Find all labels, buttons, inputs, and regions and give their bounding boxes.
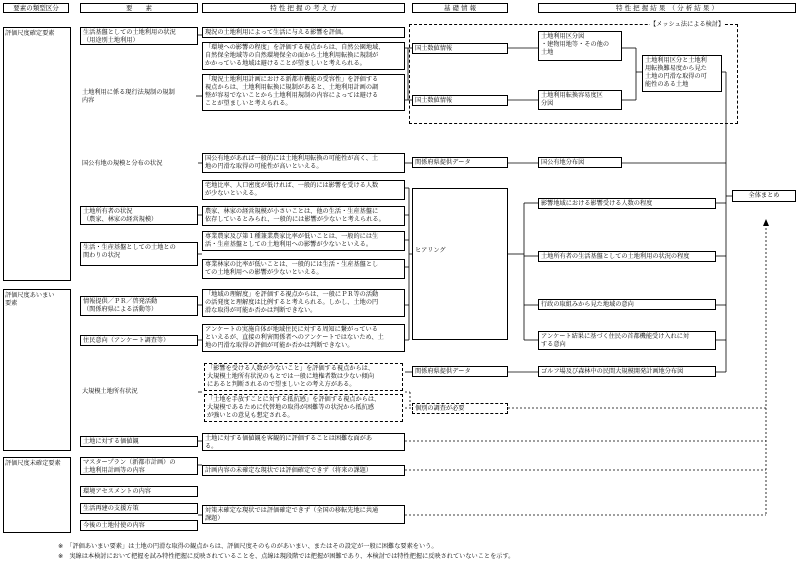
approach-public-land: 国公有地があれば一般的には土地利用転換の可能性が高く、土 地の円滑な取得の可能性が高いといえる。 — [202, 153, 405, 173]
header-result: 特 性 把 握 結 果 （ 分 析 結 果 ） — [538, 3, 796, 13]
approach-few-affected: 「影響を受ける人数が少ないこと」を評価する視点からは、 大規模土地所有状況のもとでは一般に地権者数は少ない傾向 にあると判断されるので望ましいとの考え方がある。 — [204, 363, 403, 391]
approach-farm-scale: 農家、林家の経営規模が小さいことは、他の生活・生産基盤に 依存しているとみられ、一般的には影響が少ないと考えられる。 — [202, 206, 405, 226]
basic-info-prefecture-2: 関係府県提供データ — [412, 366, 508, 377]
result-land-use-map: 土地利用区分図 ・建物用地等・その他の 土地 — [538, 31, 622, 61]
approach-livelihood: 対策未確定な現状では評価確定できず（全国の移転先地に共通 課題） — [202, 505, 405, 524]
mesh-method-label: 【メッシュ法による検討】 — [650, 21, 725, 28]
element-land-values: 土地に対する価値観 — [80, 436, 198, 447]
result-overall-summary: 全体まとめ — [732, 190, 796, 202]
result-individual-survey: 個別の調査が必要 — [412, 403, 508, 414]
element-env-assessment: 環境アセスメントの内容 — [80, 486, 198, 497]
basic-info-hearing: ヒアリング — [412, 188, 508, 340]
footnote-lines: ※ 実線は本検討において把握を試み特性把握に反映されていることを、点線は現段階では把握が困難であり、本検討では特性把握に反映されていないことを示す。 — [58, 553, 515, 560]
element-livelihood-support: 生活再建の支援方策 — [80, 503, 198, 514]
basic-info-prefecture-1: 関係府県提供データ — [412, 157, 508, 168]
header-basic-info: 基 礎 情 報 — [412, 3, 508, 13]
approach-resistance: 「土地を手放すことに対する抵抗感」を評価する視点からは、 大規模であるために代替地の取得が困難等の状況から抵抗感 が強いとの意見も想定される。 — [204, 394, 403, 422]
element-future-land-use: 今後の土地付使の内容 — [80, 520, 198, 531]
approach-land-values: 土地に対する価値観を客観的に評価することは困難な面があ る。 — [202, 433, 405, 451]
category-group-ambiguous — [3, 289, 71, 451]
approach-farm-ratio: 専業農家及び第１種兼業農家比率が低いことは、一般的には生 活・生産基盤としての土地利用への影響が少ないといえる。 — [202, 231, 405, 251]
approach-survey: アンケートの実施自体が地域住民に対する周知に繋がっている といえるが、直接の利害関係者へのアンケートではないため、土 地の円滑な取得の評価が可能か否かは判断できない。 — [202, 324, 405, 352]
element-land-regulation: 土地利用に係る現行法規制の規制 内容 — [80, 88, 196, 106]
basic-info-national-2: 国土数値情報 — [412, 95, 508, 106]
result-mesh-combined: 土地利用区分と土地利 用転換難易度から見た 土地の円滑な取得の可 能性のある土地 — [642, 55, 722, 92]
header-type: 要素の類型区分 — [3, 3, 69, 13]
category-undefined-label: 評価尺度未確定要素 — [5, 460, 61, 467]
approach-urban-function: 「現況土地利用計画における新都市機能の受容性」を評価する 視点からは、土地利用転換に規制があると、土地利用計画の調 整が容易でないことから土地利用規制の内容によっては避ける ことが望ましいと考えられる。 — [202, 74, 405, 111]
element-public-land: 国公有地の規模と分布の状況 — [80, 159, 198, 169]
result-affected-people: 影響地域における影響受ける人数の程度 — [538, 198, 716, 209]
result-regional-intent: 行政の取組みから見た地域の意向 — [538, 299, 716, 310]
header-element: 要 素 — [80, 3, 198, 13]
category-group-defined — [3, 27, 71, 281]
element-large-land-ownership: 大規模土地所有状況 — [80, 387, 198, 398]
category-group-undefined — [3, 457, 71, 533]
approach-master-plan: 計画内容の未確定な現状では評価確定できず（将来の課題） — [202, 465, 405, 476]
element-land-use-status: 生活基盤としての土地利用の状況 （用途別土地利用） — [80, 27, 198, 45]
element-land-relationship: 生活・生産基盤としての土地との 関わりの状況 — [80, 242, 198, 266]
result-public-land-map: 国公有地分布図 — [538, 157, 622, 168]
header-approach: 特 性 把 握 の 考 え 方 — [202, 3, 405, 13]
element-landowner-status: 土地所有者の状況 （農家、林家の経営規模） — [80, 206, 198, 225]
approach-regional-understanding: 「地域の理解度」を評価する視点からは、一般にＰＲ等の活動 の活発度と理解度は比例すると考えられる。しかし、土地の円 滑な取得が可能か否かは判断できない。 — [202, 289, 405, 317]
category-ambiguous-label: 評価尺度あいまい 要素 — [5, 292, 55, 307]
element-resident-survey: 住民意向（アンケート調査等） — [80, 335, 198, 346]
element-master-plan: マスタープラン（新都市計画）の 土地利用計画等の内容 — [80, 457, 198, 475]
approach-population-density: 宅地比率、人口密度が低ければ、一般的には影響を受ける人数 が少ないといえる。 — [202, 180, 405, 200]
footnote-ambiguous: ※ 「評価あいまい要素」は土地の円滑な取得の観点からは、評価尺度そのものがあいまい、またはその設定が一般に困難な要素をいう。 — [58, 543, 438, 550]
result-conversion-ease-map: 土地利用転換容易度区 分図 — [538, 90, 622, 110]
approach-environment-impact: 「環境への影響の程度」を評価する視点からは、自然公園地域、 自然保全地域等の自然環境保全の面から土地利用転換に規制が かかっている地域は避けることが望ましいと考えられる。 — [202, 42, 405, 70]
element-pr-activities: 情報提供／ＰＲ／啓発活動 （関係府県による活動等） — [80, 296, 198, 316]
approach-forestry-ratio: 専業林家の比率が低いことは、一般的には生活・生産基盤とし ての土地利用への影響が少ないといえる。 — [202, 259, 405, 279]
result-survey-intent: アンケート結果に基づく住民の首都機能受け入れに対 する意向 — [538, 331, 716, 350]
approach-current-land-use: 現況の土地利用によって生活に与える影響を評価。 — [202, 27, 405, 38]
result-golf-forest-map: ゴルフ場及び森林中の民間大規模開発計画地分布図 — [538, 366, 716, 377]
category-defined-label: 評価尺度確定要素 — [5, 30, 55, 37]
result-landowner-livelihood: 土地所有者の生活基盤としての土地利用の状況の程度 — [538, 251, 716, 262]
basic-info-national-1: 国土数値情報 — [412, 43, 508, 54]
